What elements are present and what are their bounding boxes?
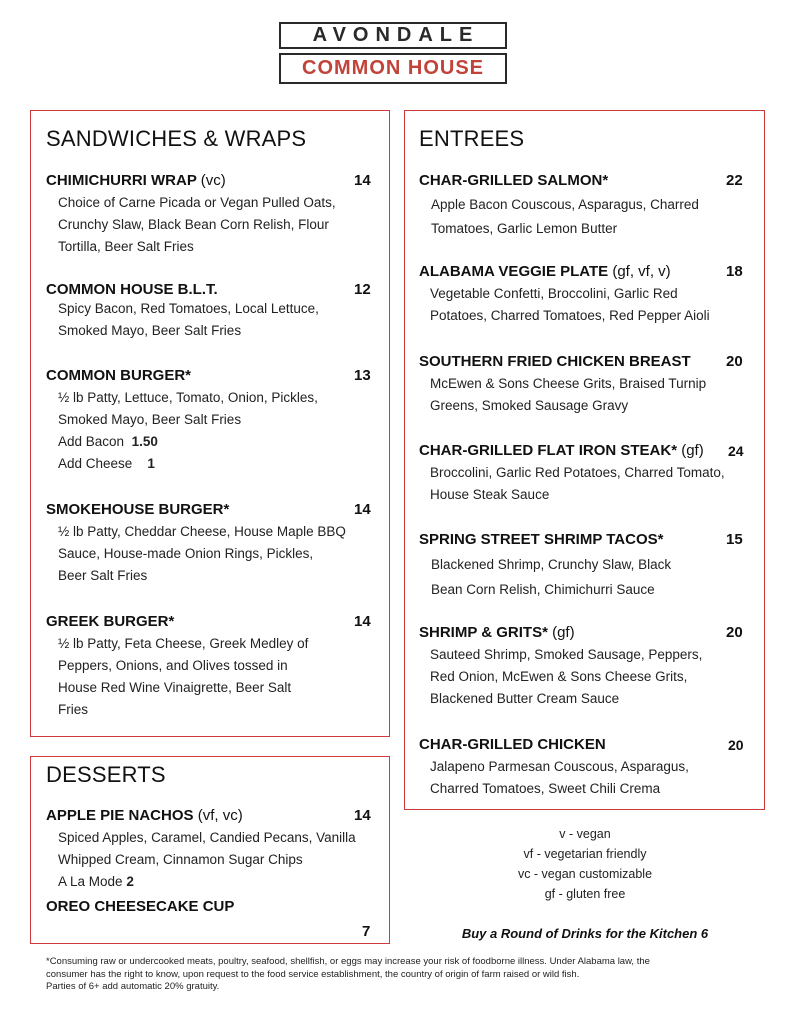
menu-item-description: McEwen & Sons Cheese Grits, Braised Turnip Greens, Smoked Sausage Gravy xyxy=(430,376,707,413)
menu-item-price: 14 xyxy=(354,807,371,824)
menu-item-name: GREEK BURGER* xyxy=(46,613,175,630)
menu-item-price: 20 xyxy=(726,624,743,641)
menu-item-price: 18 xyxy=(726,263,743,280)
logo xyxy=(279,22,511,86)
menu-item-name: COMMON HOUSE B.L.T. xyxy=(46,281,218,298)
menu-item-price: 20 xyxy=(728,737,744,753)
menu-item-name: CHIMICHURRI WRAP (vc) xyxy=(46,172,226,189)
dietary-legend: v - vegan vf - vegetarian friendly vc - vegan customizable gf - gluten free xyxy=(517,827,653,901)
menu-item-name: SPRING STREET SHRIMP TACOS* xyxy=(419,531,664,548)
menu-item-name: SHRIMP & GRITS* (gf) xyxy=(419,624,575,641)
entrees-title: ENTREES xyxy=(419,126,525,151)
menu-item-description: Jalapeno Parmesan Couscous, Asparagus, Charred Tomatoes, Sweet Chili Crema xyxy=(430,759,689,796)
menu-item-price: 12 xyxy=(354,281,371,298)
addon-cheese: Add Cheese 1 xyxy=(58,456,155,471)
logo-line-common-house: COMMON HOUSE xyxy=(279,53,507,84)
menu-item-price: 14 xyxy=(354,501,371,518)
menu-item-description: ½ lb Patty, Cheddar Cheese, House Maple BBQ Sauce, House-made Onion Rings, Pickles, Beer Salt Fries xyxy=(58,524,346,583)
addon-bacon: Add Bacon 1.50 xyxy=(58,434,158,449)
menu-item-name: CHAR-GRILLED SALMON* xyxy=(419,172,609,189)
footer-disclaimer: *Consuming raw or undercooked meats, poultry, seafood, shellfish, or eggs may increase your risk of foodborne illness. Under Alabama law, the consumer has the right to know, upon request to the food service establishment, the country of origin of farm raised or wild fish. Parties of 6+ add automatic 20% gratuity. xyxy=(46,956,650,992)
menu-item-price: 14 xyxy=(354,613,371,630)
addon-a-la-mode: A La Mode 2 xyxy=(58,874,134,889)
menu-item-description: Spiced Apples, Caramel, Candied Pecans, Vanilla Whipped Cream, Cinnamon Sugar Chips A La Mode 2 xyxy=(58,827,356,893)
menu-item-description: Sauteed Shrimp, Smoked Sausage, Peppers, Red Onion, McEwen & Sons Cheese Grits, Blackened Butter Cream Sauce xyxy=(430,647,703,706)
menu-item-description: ½ lb Patty, Feta Cheese, Greek Medley of Peppers, Onions, and Olives tossed in House Red Wine Vinaigrette, Beer Salt Fries xyxy=(58,636,309,717)
menu-item-description: Blackened Shrimp, Crunchy Slaw, Black Bean Corn Relish, Chimichurri Sauce xyxy=(431,557,672,597)
menu-item-description: ½ lb Patty, Lettuce, Tomato, Onion, Pickles, Smoked Mayo, Beer Salt Fries Add Bacon 1.50 Add Cheese 1 xyxy=(58,387,318,475)
menu-item-name: CHAR-GRILLED CHICKEN xyxy=(419,736,606,753)
menu-item-name: ALABAMA VEGGIE PLATE (gf, vf, v) xyxy=(419,263,671,280)
menu-item-description: Apple Bacon Couscous, Asparagus, Charred Tomatoes, Garlic Lemon Butter xyxy=(431,197,699,236)
kitchen-drinks-promo: Buy a Round of Drinks for the Kitchen 6 xyxy=(461,926,709,941)
menu-item-name: SOUTHERN FRIED CHICKEN BREAST xyxy=(419,353,691,370)
menu-item-name: COMMON BURGER* xyxy=(46,367,191,384)
menu-item-description: Spicy Bacon, Red Tomatoes, Local Lettuce, Smoked Mayo, Beer Salt Fries xyxy=(58,301,319,338)
desserts-title: DESSERTS xyxy=(46,762,166,787)
menu-item-name: SMOKEHOUSE BURGER* xyxy=(46,501,230,518)
menu-item-name: APPLE PIE NACHOS (vf, vc) xyxy=(46,807,243,824)
menu-item-price: 24 xyxy=(728,443,744,459)
sandwiches-title: SANDWICHES & WRAPS xyxy=(46,126,307,151)
menu-item-price: 7 xyxy=(362,923,371,940)
menu-item-price: 13 xyxy=(354,367,371,384)
logo-line-avondale: AVONDALE xyxy=(279,22,507,49)
menu-item-price: 15 xyxy=(726,531,743,548)
menu-item-description: Broccolini, Garlic Red Potatoes, Charred Tomato, House Steak Sauce xyxy=(430,465,725,502)
menu-item-name: OREO CHEESECAKE CUP xyxy=(46,898,235,915)
menu-item-description: Choice of Carne Picada or Vegan Pulled Oats, Crunchy Slaw, Black Bean Corn Relish, Flour Tortilla, Beer Salt Fries xyxy=(58,195,336,254)
menu-item-price: 14 xyxy=(354,172,371,189)
menu-item-name: CHAR-GRILLED FLAT IRON STEAK* (gf) xyxy=(419,442,704,459)
menu-item-description: Vegetable Confetti, Broccolini, Garlic Red Potatoes, Charred Tomatoes, Red Pepper Aioli xyxy=(430,286,710,323)
menu-item-price: 22 xyxy=(726,172,743,189)
menu-item-price: 20 xyxy=(726,353,743,370)
